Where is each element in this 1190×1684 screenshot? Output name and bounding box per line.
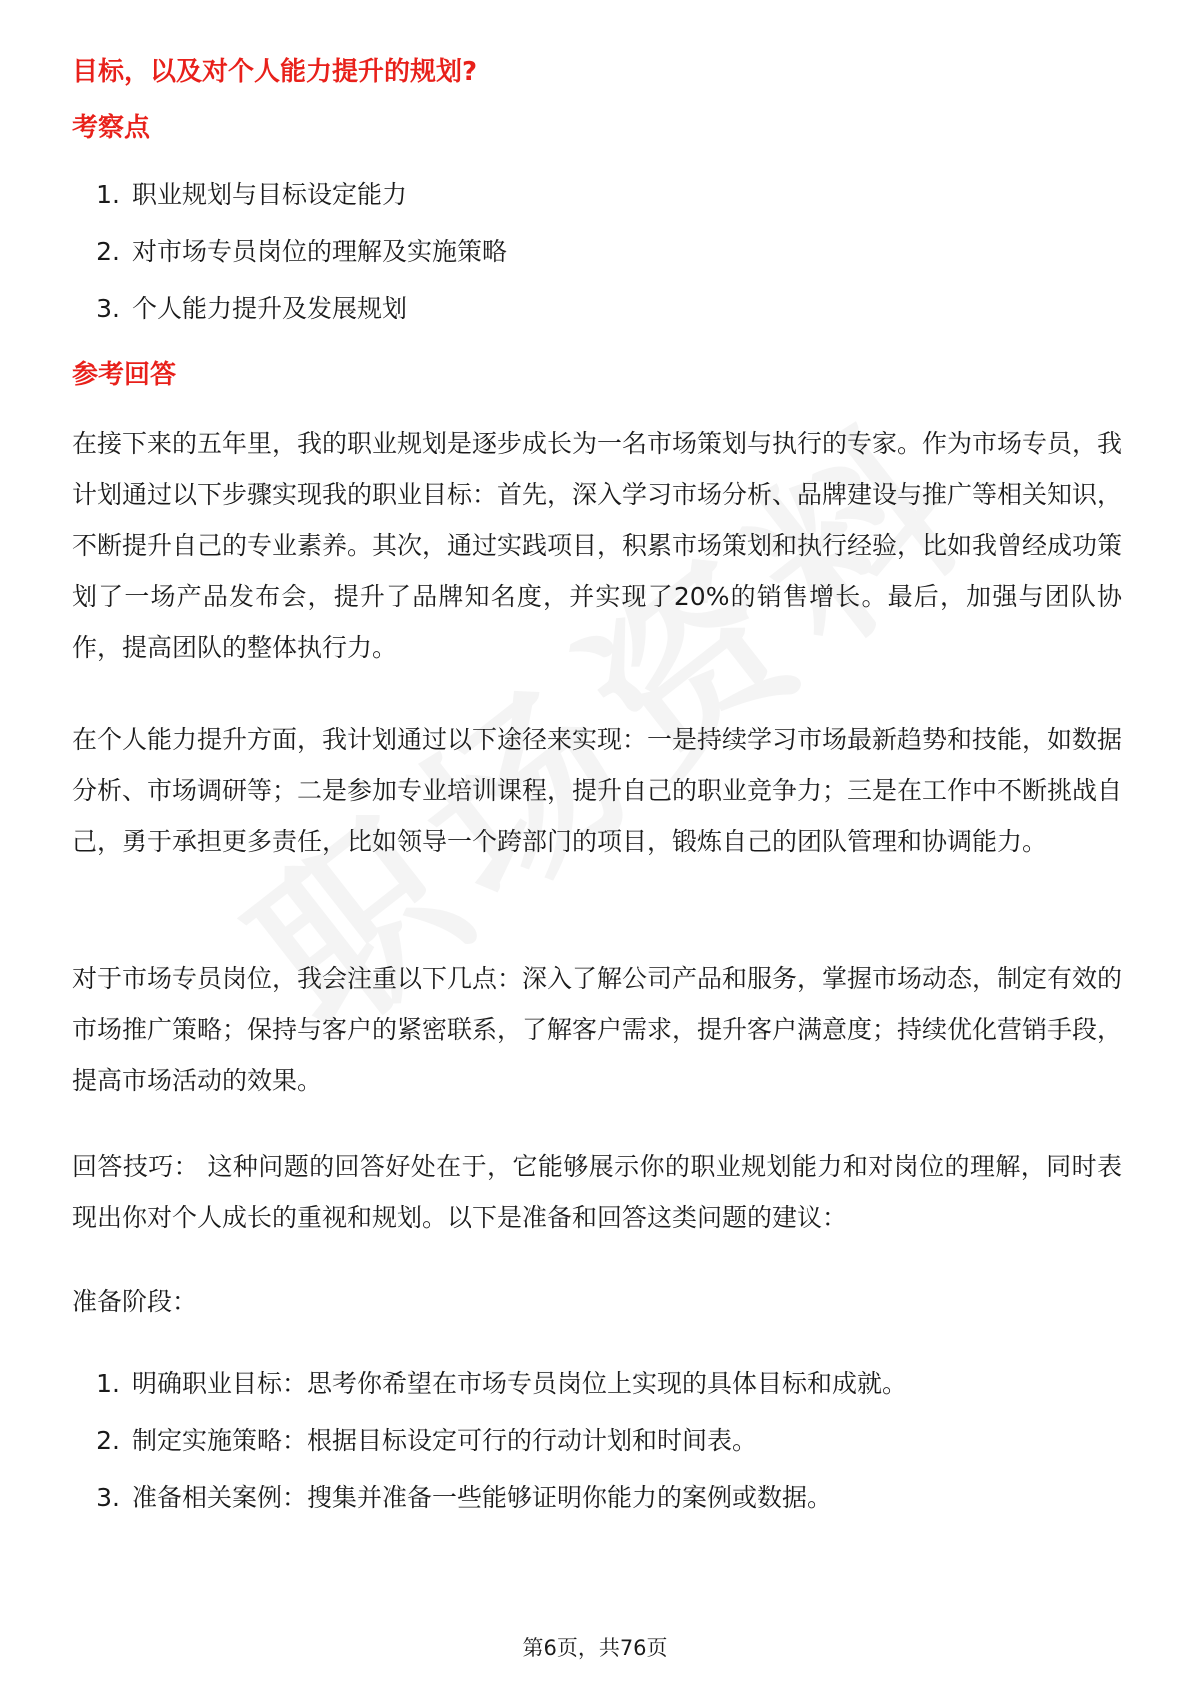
list-text: 对市场专员岗位的理解及实施策略 bbox=[132, 237, 508, 266]
answer-paragraph-2: 在个人能力提升方面，我计划通过以下途径来实现：一是持续学习市场最新趋势和技能，如数据分析、市场调研等；二是参加专业培训课程，提升自己的职业竞争力；三是在工作中不断挑战自己，勇于承担更多责任，比如领导一个跨部门的项目，锻炼自己的团队管理和协调能力。 bbox=[72, 725, 1123, 856]
answer-paragraph-3: 对于市场专员岗位，我会注重以下几点：深入了解公司产品和服务，掌握市场动态，制定有效的市场推广策略；保持与客户的紧密联系，了解客户需求，提升客户满意度；持续优化营销手段，提高市场活动的效果。 bbox=[72, 964, 1123, 1095]
list-text: 准备相关案例：搜集并准备一些能够证明你能力的案例或数据。 bbox=[132, 1483, 833, 1512]
list-item bbox=[72, 1481, 907, 1538]
prep-steps-list bbox=[72, 1367, 907, 1538]
list-text: 个人能力提升及发展规划 bbox=[132, 294, 408, 323]
list-number: 3. bbox=[96, 1483, 120, 1512]
points-list bbox=[72, 178, 507, 349]
list-item bbox=[72, 292, 507, 349]
list-text: 职业规划与目标设定能力 bbox=[132, 180, 408, 209]
list-text: 制定实施策略：根据目标设定可行的行动计划和时间表。 bbox=[132, 1426, 758, 1455]
list-number: 3. bbox=[96, 294, 120, 323]
list-item bbox=[72, 178, 507, 235]
points-heading: 考察点 bbox=[72, 113, 151, 143]
answer-paragraph-1: 在接下来的五年里，我的职业规划是逐步成长为一名市场策划与执行的专家。作为市场专员，我计划通过以下步骤实现我的职业目标：首先，深入学习市场分析、品牌建设与推广等相关知识，不断提升自己的专业素养。其次，通过实践项目，积累市场策划和执行经验，比如我曾经成功策划了一场产品发布会，提升了品牌知名度，并实现了20%的销售增长。最后，加强与团队协作，提高团队的整体执行力。 bbox=[72, 429, 1123, 662]
tips-paragraph: 回答技巧： 这种问题的回答好处在于，它能够展示你的职业规划能力和对岗位的理解，同时表现出你对个人成长的重视和规划。以下是准备和回答这类问题的建议： bbox=[72, 1152, 1122, 1232]
question-title: 目标，以及对个人能力提升的规划? bbox=[72, 57, 478, 87]
list-item bbox=[72, 1367, 907, 1424]
list-number: 2. bbox=[96, 1426, 120, 1455]
page-footer: 第6页，共76页 bbox=[522, 1636, 668, 1660]
list-number: 2. bbox=[96, 237, 120, 266]
list-text: 明确职业目标：思考你希望在市场专员岗位上实现的具体目标和成就。 bbox=[132, 1369, 908, 1398]
answer-heading: 参考回答 bbox=[72, 360, 177, 390]
list-number: 1. bbox=[96, 1369, 120, 1398]
list-item bbox=[72, 1424, 907, 1481]
prep-stage-label: 准备阶段： bbox=[72, 1287, 198, 1316]
list-item bbox=[72, 235, 507, 292]
list-number: 1. bbox=[96, 180, 120, 209]
